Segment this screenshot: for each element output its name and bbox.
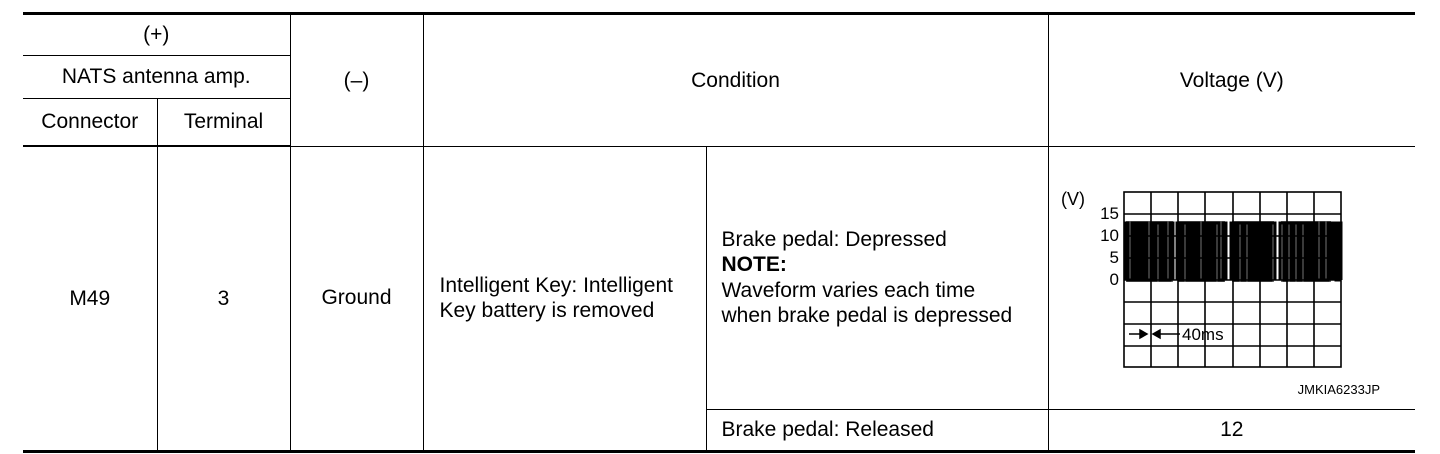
cell-condition-main: Intelligent Key: Intelligent Key battery is removed bbox=[423, 146, 706, 451]
waveform-figure bbox=[1049, 147, 1415, 409]
terminal-spec-table bbox=[23, 12, 1415, 453]
waveform-bursts bbox=[1125, 221, 1341, 282]
cell-voltage-released: 12 bbox=[1048, 409, 1415, 451]
note-text-1: Waveform varies each time bbox=[721, 278, 976, 302]
figure-id: JMKIA6233JP bbox=[1297, 381, 1380, 397]
header-module: NATS antenna amp. bbox=[23, 56, 290, 99]
y-tick-label: 15 bbox=[1099, 203, 1119, 223]
header-terminal: Terminal bbox=[157, 99, 290, 147]
header-voltage: Voltage (V) bbox=[1048, 14, 1415, 147]
note-label: NOTE: bbox=[721, 253, 787, 277]
depressed-label: Brake pedal: Depressed bbox=[721, 228, 947, 252]
header-connector: Connector bbox=[23, 99, 157, 147]
y-tick-label: 5 bbox=[1109, 247, 1119, 267]
cell-waveform bbox=[1048, 146, 1415, 409]
header-plus: (+) bbox=[23, 14, 290, 56]
y-tick-label: 0 bbox=[1109, 269, 1119, 289]
waveform-labels bbox=[1061, 189, 1380, 397]
header-minus: (–) bbox=[290, 14, 423, 147]
cell-connector: M49 bbox=[23, 146, 157, 451]
y-tick-label: 10 bbox=[1099, 225, 1119, 245]
unit-label: (V) bbox=[1060, 188, 1085, 209]
cell-condition-depressed bbox=[706, 146, 1048, 409]
cell-terminal: 3 bbox=[157, 146, 290, 451]
time-scale-arrows bbox=[1129, 330, 1180, 338]
time-scale-label: 40ms bbox=[1181, 324, 1224, 344]
cell-ground: Ground bbox=[290, 146, 423, 451]
note-text-2: when brake pedal is depressed bbox=[721, 303, 1013, 327]
cell-condition-released: Brake pedal: Released bbox=[706, 409, 1048, 451]
header-condition: Condition bbox=[423, 14, 1048, 147]
